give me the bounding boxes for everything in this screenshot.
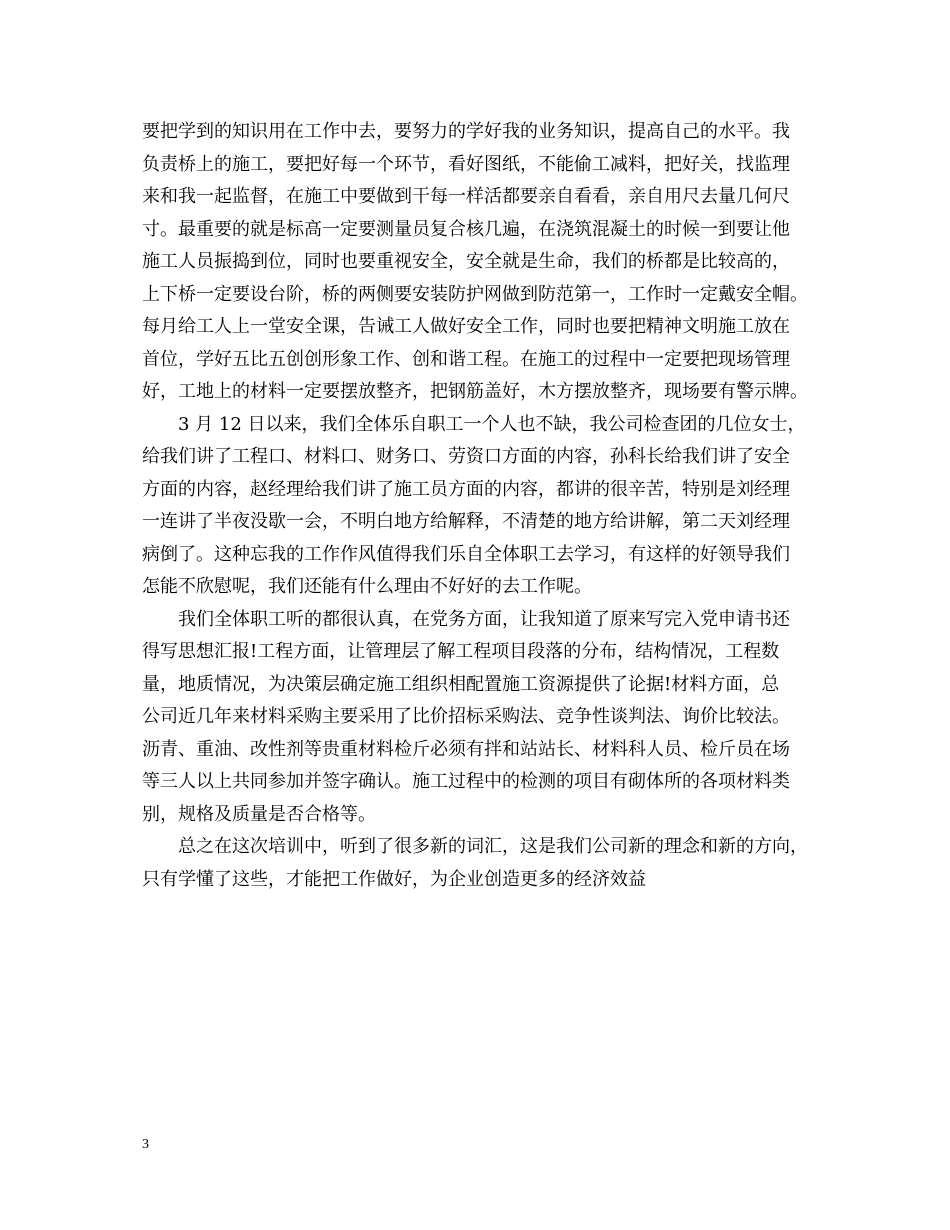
text-line: 我们全体职工听的都很认真，在党务方面，让我知道了原来写完入党申请书还	[178, 608, 790, 630]
text-line: 怎能不欣慰呢，我们还能有什么理由不好好的去工作呢。	[142, 576, 592, 597]
text-line: 好，工地上的材料一定要摆放整齐，把钢筋盖好，木方摆放整齐，现场要有警示牌。	[142, 381, 808, 402]
text-line: 首位，学好五比五创创形象工作、创和谐工程。在施工的过程中一定要把现场管理	[142, 348, 790, 370]
text-line: 要把学到的知识用在工作中去，要努力的学好我的业务知识，提高自己的水平。我	[142, 121, 790, 142]
text-line: 给我们讲了工程口、材料口、财务口、劳资口方面的内容，孙科长给我们讲了安全	[142, 446, 790, 467]
text-line: 只有学懂了这些，才能把工作做好，为企业创造更多的经济效益	[142, 868, 646, 890]
text-line: 来和我一起监督，在施工中要做到干每一样活都要亲自看看，亲自用尺去量几何尺	[142, 186, 790, 207]
text-line: 一连讲了半夜没歇一会，不明白地方给解释，不清楚的地方给讲解，第二天刘经理	[142, 511, 790, 532]
page-number: 3	[142, 1137, 149, 1152]
text-line: 得写思想汇报!工程方面，让管理层了解工程项目段落的分布，结构情况，工程数	[142, 641, 780, 662]
text-line: 病倒了。这种忘我的工作作风值得我们乐自全体职工去学习，有这样的好领导我们	[142, 543, 790, 565]
text-line: 负责桥上的施工，要把好每一个环节，看好图纸，不能偷工减料，把好关，找监理	[142, 153, 790, 175]
text-line: 沥青、重油、改性剂等贵重材料检斤必须有拌和站站长、材料科人员、检斤员在场	[142, 738, 790, 760]
text-line: 3 月 12 日以来，我们全体乐自职工一个人也不缺，我公司检查团的几位女士，	[178, 413, 806, 435]
text-line: 等三人以上共同参加并签字确认。施工过程中的检测的项目有砌体所的各项材料类	[142, 771, 790, 792]
text-line: 上下桥一定要设台阶，桥的两侧要安装防护网做到防范第一，工作时一定戴安全帽。	[142, 283, 808, 305]
text-line: 每月给工人上一堂安全课，告诫工人做好安全工作，同时也要把精神文明施工放在	[142, 316, 790, 337]
text-line: 公司近几年来材料采购主要采用了比价招标采购法、竞争性谈判法、询价比较法。	[142, 706, 790, 727]
text-line: 别，规格及质量是否合格等。	[142, 803, 376, 825]
text-line: 量，地质情况，为决策层确定施工组织相配置施工资源提供了论据!材料方面，总	[142, 673, 780, 695]
text-line: 寸。最重要的就是标高一定要测量员复合核几遍，在浇筑混凝土的时候一到要让他	[142, 218, 790, 240]
document-body	[142, 116, 822, 896]
text-line: 总之在这次培训中，听到了很多新的词汇，这是我们公司新的理念和新的方向，	[178, 836, 808, 857]
text-line: 施工人员振捣到位，同时也要重视安全，安全就是生命，我们的桥都是比较高的，	[142, 251, 790, 272]
text-line: 方面的内容，赵经理给我们讲了施工员方面的内容，都讲的很辛苦，特别是刘经理	[142, 478, 790, 500]
